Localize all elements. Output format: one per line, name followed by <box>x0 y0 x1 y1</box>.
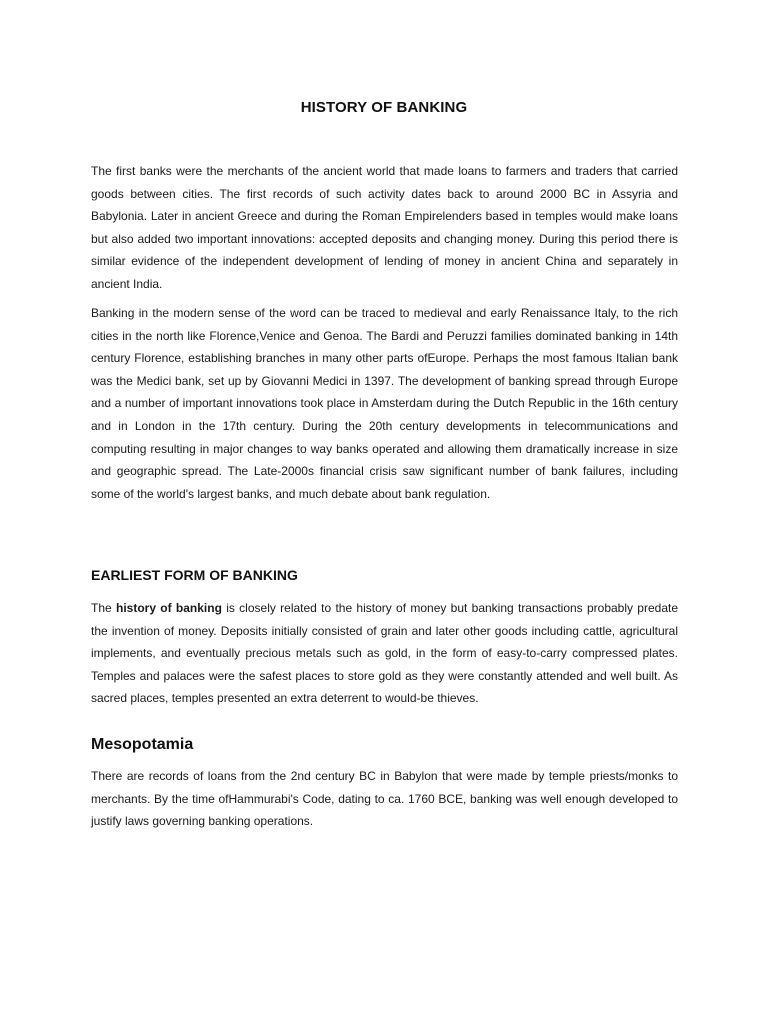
section-heading-mesopotamia: Mesopotamia <box>91 736 194 753</box>
intro-paragraph: The first banks were the merchants of the ancient world that made loans to farmers and traders that carried goods between cities. The first records of such activity dates back to around 2000 BC in Assyria and Babylonia. Later in ancient Greece and during the Roman Empirelenders based in temples would make loans but also added two important innovations: accepted deposits and changing money. During this period there is similar evidence of the independent development of lending of money in ancient China and separately in ancient India. <box>91 164 678 291</box>
earliest-form-body-text: is closely related to the history of money but banking transactions probably predate the invention of money. Deposits initially consisted of grain and later other goods including cattle, agricultural implements, and eventually precious metals such as gold, in the form of easy-to-carry compressed plates. Temples and palaces were the safest places to store gold as they were constantly attended and well built. As sacred places, temples presented an extra deterrent to would-be thieves. <box>91 601 678 706</box>
section-heading-earliest-form: EARLIEST FORM OF BANKING <box>91 567 298 583</box>
mesopotamia-paragraph: There are records of loans from the 2nd century BC in Babylon that were made by temple priests/monks to merchants. By the time ofHammurabi's Code, dating to ca. 1760 BCE, banking was well enough developed to justify laws governing banking operations. <box>91 769 678 829</box>
earliest-form-bold-text: history of banking <box>115 601 222 615</box>
earliest-form-paragraph <box>91 597 678 710</box>
modern-banking-paragraph: Banking in the modern sense of the word can be traced to medieval and early Renaissance Italy, to the rich cities in the north like Florence,Venice and Genoa. The Bardi and Peruzzi families dominated banking in 14th century Florence, establishing branches in many other parts ofEurope. Perhaps the most famous Italian bank was the Medici bank, set up by Giovanni Medici in 1397. The development of banking spread through Europe and a number of important innovations took place in Amsterdam during the Dutch Republic in the 16th century and in London in the 17th century. During the 20th century developments in telecommunications and computing resulting in major changes to way banks operated and allowing them dramatically increase in size and geographic spread. The Late-2000s financial crisis saw significant number of bank failures, including some of the world's largest banks, and much debate about bank regulation. <box>91 306 678 501</box>
earliest-form-lead-text: The <box>91 601 116 615</box>
page-title: HISTORY OF BANKING <box>300 99 468 116</box>
